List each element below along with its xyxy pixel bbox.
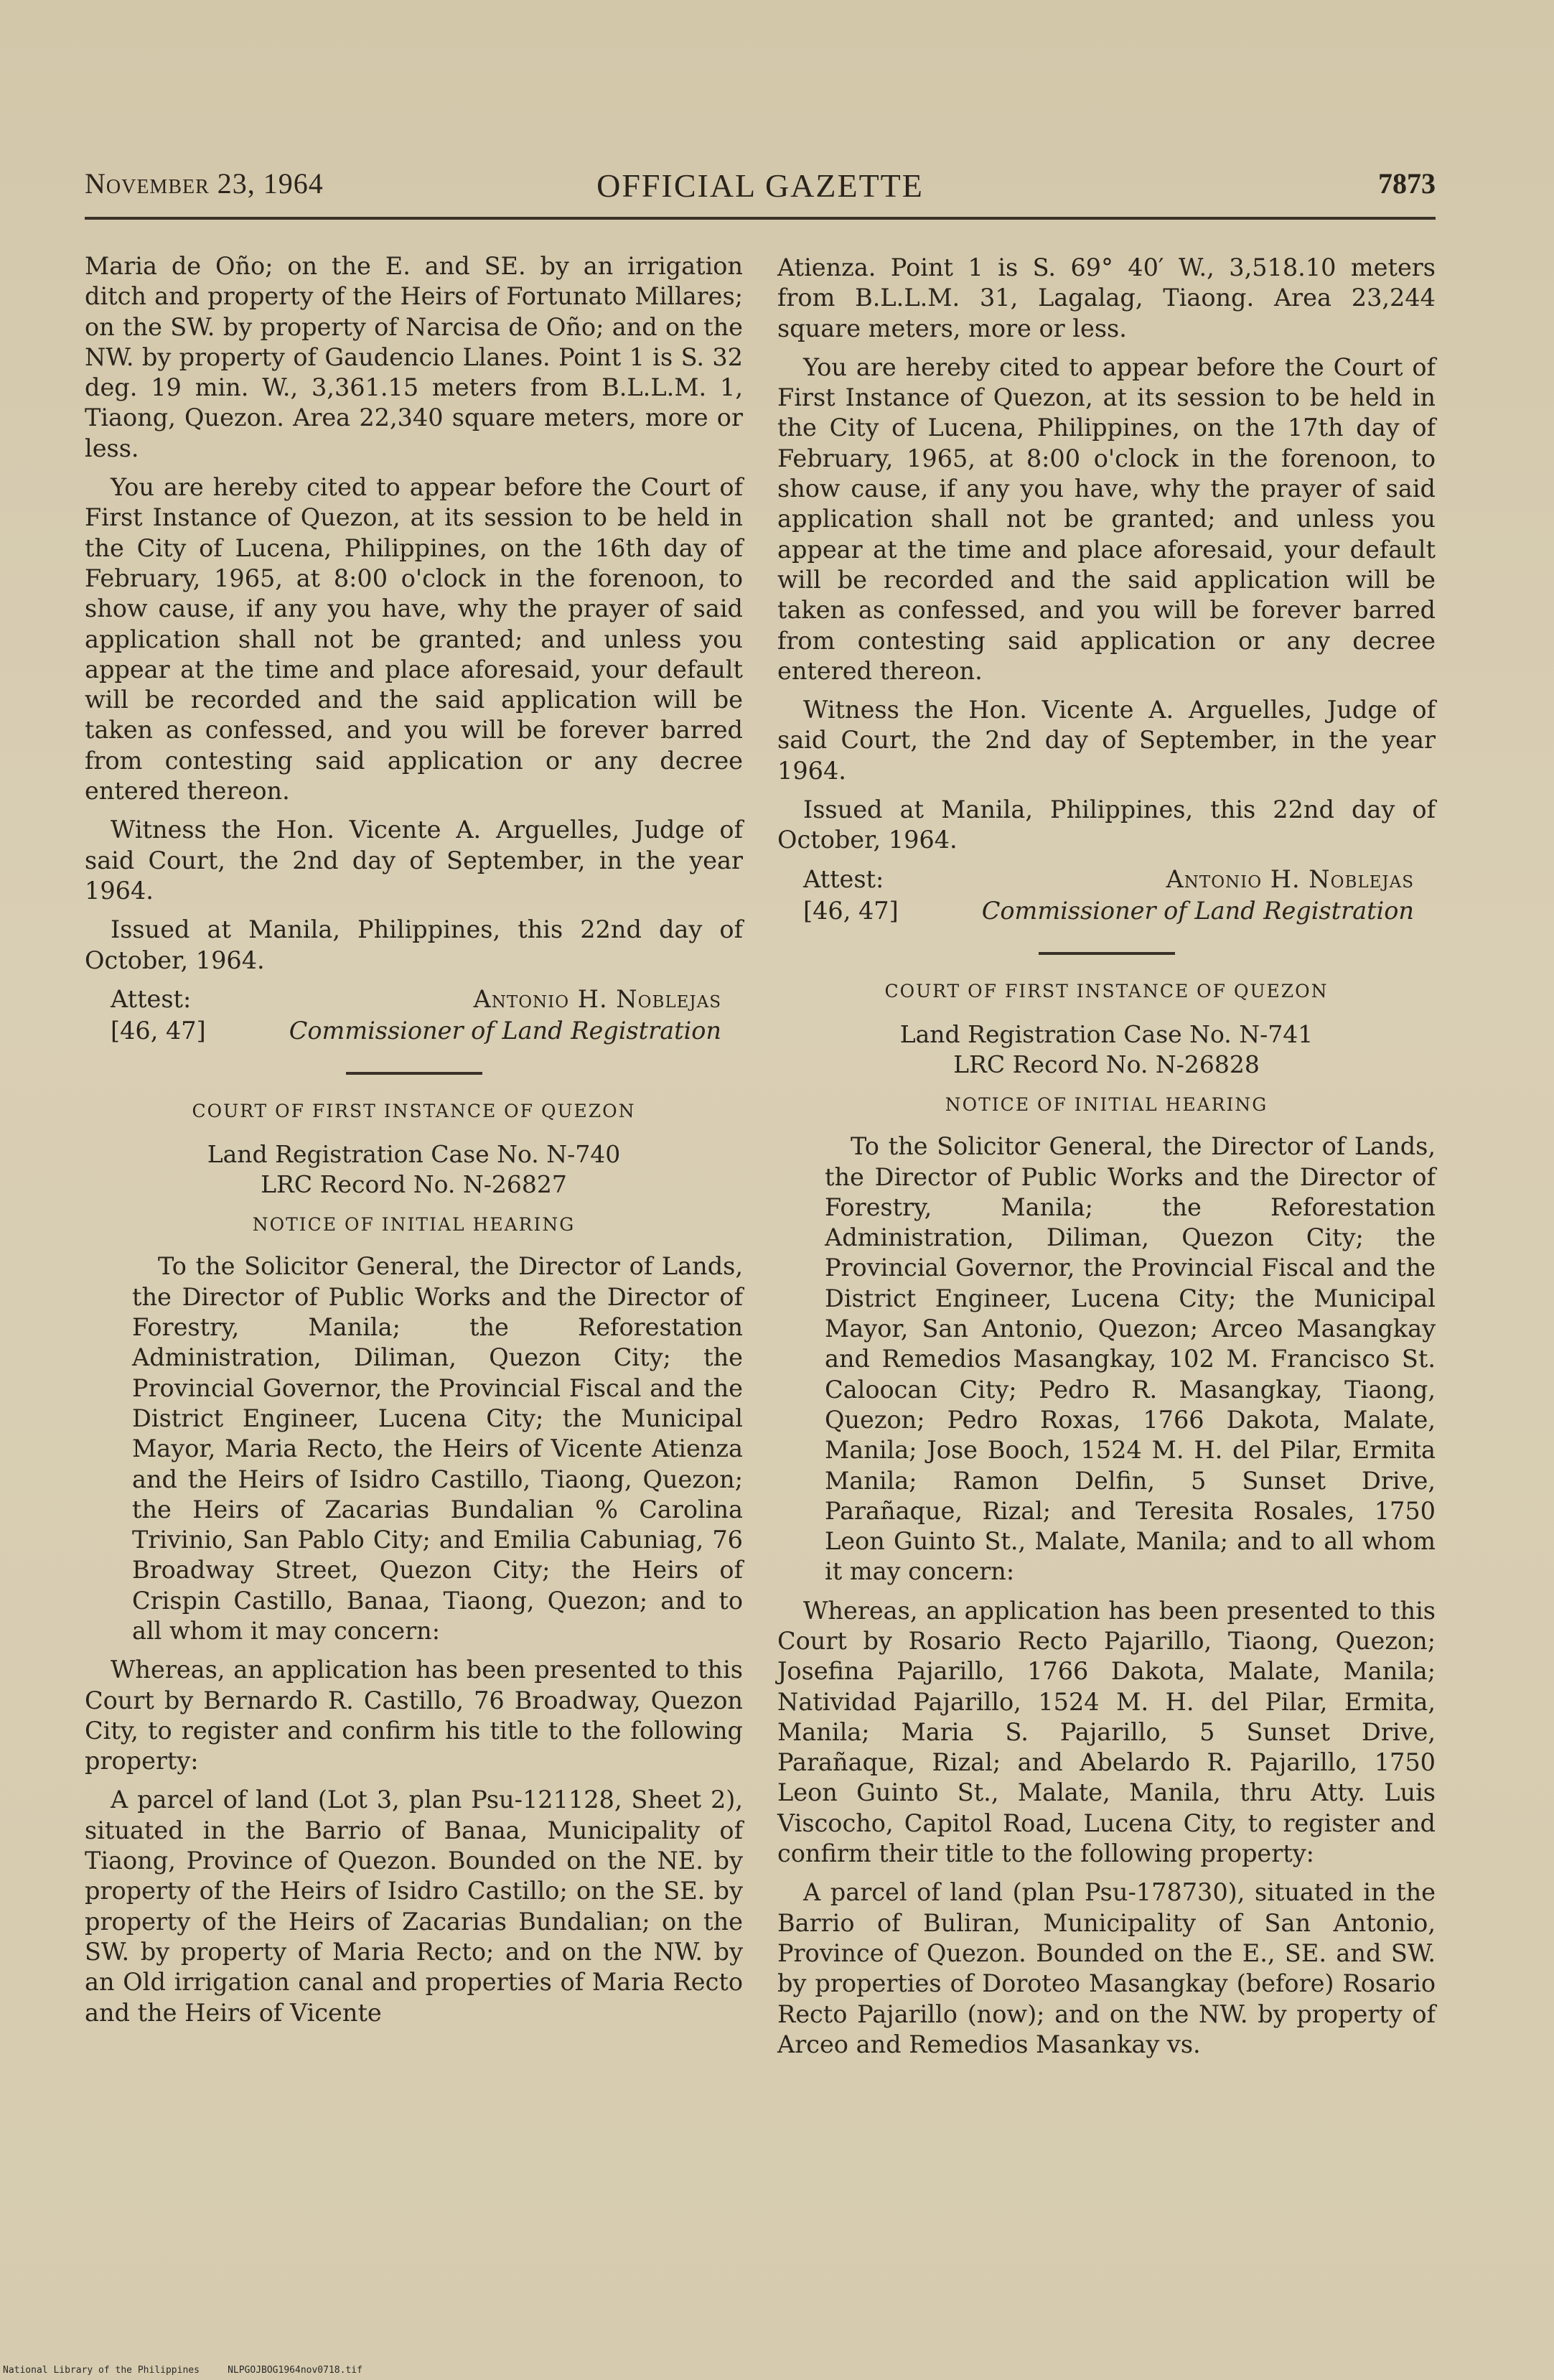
record-number: LRC Record No. N-26828: [953, 1050, 1260, 1078]
issue-date: November 23, 1964: [85, 167, 324, 200]
paragraph: Whereas, an application has been presented to this Court by Rosario Recto Pajarillo, Tiaong, Quezon; Josefina Pajarillo, 1766 Dakota, Malate, Manila; Natividad Pajarillo, 1524 M. H. del Pilar, Ermita, Manila; Maria S. Pajarillo, 5 Sunset Drive, Parañaque, Rizal; and Abelardo R. Pajarillo, 1750 Leon Guinto St., Malate, Manila, thru Atty. Luis Viscocho, Capitol Road, Lucena City, to register and confirm their title to the following property:: [777, 1596, 1436, 1868]
notice-heading: NOTICE OF INITIAL HEARING: [252, 1214, 576, 1236]
paragraph: A parcel of land (Lot 3, plan Psu-121128, Sheet 2), situated in the Barrio of Banaa, Municipality of Tiaong, Province of Quezon. Bounded on the NE. by property of the Heirs of Isidro Castillo; on the SE. by property of the Heirs of Zacarias Bundalian; on the SW. by property of Maria Recto; and on the NW. by an Old irrigation canal and properties of Maria Recto and the Heirs of Vicente: [85, 1786, 743, 2027]
attest-reference: [46, 47]: [803, 896, 899, 925]
paragraph: Issued at Manila, Philippines, this 22nd day of October, 1964.: [85, 915, 743, 974]
paragraph: A parcel of land (plan Psu-178730), situated in the Barrio of Buliran, Municipality of San Antonio, Province of Quezon. Bounded on the E., SE. and SW. by properties of Doroteo Masangkay (before) Rosario Recto Pajarillo (now); and on the NW. by property of Arceo and Remedios Masankay vs.: [777, 1878, 1436, 2058]
case-number: Land Registration Case No. N-741: [899, 1019, 1314, 1048]
page-number: 7873: [1378, 167, 1436, 200]
paragraph: You are hereby cited to appear before the Court of First Instance of Quezon, at its session to be held in the City of Lucena, Philippines, on the 16th day of February, 1965, at 8:00 o'clock in the forenoon, to show cause, if any you have, why the prayer of said application shall not be granted; and unless you appear at the time and place aforesaid, your default will be recorded and the said application will be taken as confessed, and you will be forever barred from contesting said application or any decree entered thereon.: [85, 473, 743, 806]
addressees: To the Solicitor General, the Director of Lands, the Director of Public Works and the Director of Forestry, Manila; the Reforestation Administration, Diliman, Quezon City; the Provincial Governor, the Provincial Fiscal and the District Engineer, Lucena City; the Municipal Mayor, Maria Recto, the Heirs of Vicente Atienza and the Heirs of Isidro Castillo, Tiaong, Quezon; the Heirs of Zacarias Bundalian % Carolina Trivinio, San Pablo City; and Emilia Cabuniag, 76 Broadway Street, Quezon City; the Heirs of Crispin Castillo, Banaa, Tiaong, Quezon; and to all whom it may concern:: [132, 1252, 743, 1645]
attestation: [777, 864, 1436, 926]
paragraph: Atienza. Point 1 is S. 69° 40′ W., 3,518.10 meters from B.L.L.M. 31, Lagalag, Tiaong. Area 23,244 square meters, more or less.: [777, 253, 1436, 342]
record-number: LRC Record No. N-26827: [261, 1170, 567, 1199]
attest-title: Commissioner of Land Registration: [981, 896, 1414, 925]
header-rule: [85, 217, 1436, 220]
publication-title: OFFICIAL GAZETTE: [596, 167, 924, 204]
addressees: To the Solicitor General, the Director of Lands, the Director of Public Works and the Director of Forestry, Manila; the Reforestation Administration, Diliman, Quezon City; the Provincial Governor, the Provincial Fiscal and the District Engineer, Lucena City; the Municipal Mayor, San Antonio, Quezon; Arceo Masangkay and Remedios Masangkay, 102 M. Francisco St. Caloocan City; Pedro R. Masangkay, Tiaong, Quezon; Pedro Roxas, 1766 Dakota, Malate, Manila; Jose Booch, 1524 M. H. del Pilar, Ermita Manila; Ramon Delfin, 5 Sunset Drive, Parañaque, Rizal; and Teresita Rosales, 1750 Leon Guinto St., Malate, Manila; and to all whom it may concern:: [825, 1132, 1436, 1586]
case-number: Land Registration Case No. N-740: [207, 1140, 621, 1169]
paragraph: Witness the Hon. Vicente A. Arguelles, Judge of said Court, the 2nd day of September, in the year 1964.: [85, 816, 743, 905]
court-heading: COURT OF FIRST INSTANCE OF QUEZON: [192, 1100, 636, 1121]
attest-name: Antonio H. Noblejas: [1166, 864, 1414, 893]
section-divider: [1039, 952, 1175, 955]
attest-label: Attest:: [111, 984, 192, 1013]
section-divider: [346, 1072, 482, 1075]
attest-name: Antonio H. Noblejas: [473, 984, 721, 1013]
paragraph: Witness the Hon. Vicente A. Arguelles, Judge of said Court, the 2nd day of September, in the year 1964.: [777, 696, 1436, 785]
paragraph: Issued at Manila, Philippines, this 22nd day of October, 1964.: [777, 795, 1436, 854]
attest-title: Commissioner of Land Registration: [289, 1016, 721, 1045]
notice-heading: NOTICE OF INITIAL HEARING: [945, 1093, 1268, 1115]
attestation: [85, 984, 743, 1046]
paragraph: You are hereby cited to appear before the Court of First Instance of Quezon, at its session to be held in the City of Lucena, Philippines, on the 17th day of February, 1965, at 8:00 o'clock in the forenoon, to show cause, if any you have, why the prayer of said application shall not be granted; and unless you appear at the time and place aforesaid, your default will be recorded and the said application will be taken as confessed, and you will be forever barred from contesting said application or any decree entered thereon.: [777, 353, 1436, 685]
paragraph: Maria de Oño; on the E. and SE. by an irrigation ditch and property of the Heirs of Fortunato Millares; on the SW. by property of Narcisa de Oño; and on the NW. by property of Gaudencio Llanes. Point 1 is S. 32 deg. 19 min. W., 3,361.15 meters from B.L.L.M. 1, Tiaong, Quezon. Area 22,340 square meters, more or less.: [85, 252, 743, 462]
right-column: [777, 253, 1436, 2068]
court-heading: COURT OF FIRST INSTANCE OF QUEZON: [884, 980, 1329, 1002]
scan-footer: National Library of the Philippines NLPGOJBOG1964nov0718.tif: [3, 2365, 362, 2376]
left-column: [85, 251, 743, 2037]
attest-reference: [46, 47]: [111, 1016, 206, 1045]
paragraph: Whereas, an application has been presented to this Court by Bernardo R. Castillo, 76 Broadway, Quezon City, to register and confirm his title to the following property:: [85, 1656, 743, 1775]
page-header: [85, 167, 1436, 210]
attest-label: Attest:: [803, 864, 884, 893]
